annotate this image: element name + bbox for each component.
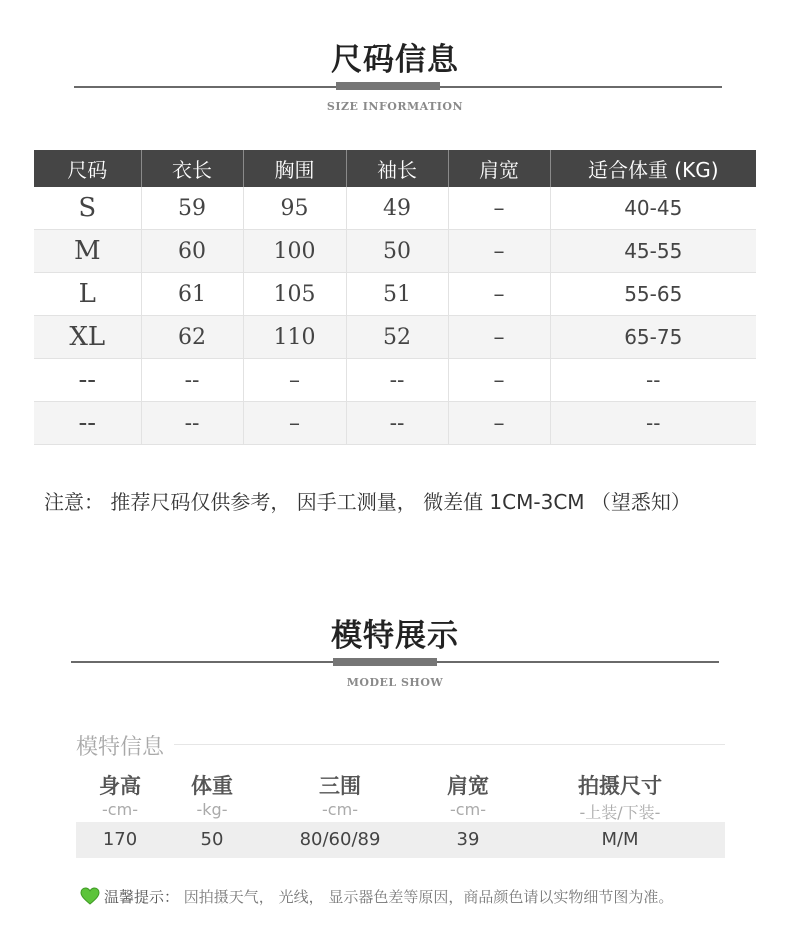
header-shoulder: 肩宽 <box>448 150 550 187</box>
table-cell: M <box>34 230 141 273</box>
model-label-measurements: 三围 <box>319 774 361 798</box>
table-cell: – <box>243 402 346 445</box>
size-note: 注意： 推荐尺码仅供参考， 因手工测量， 微差值 1CM-3CM （望悉知） <box>44 490 691 514</box>
table-row <box>34 316 756 359</box>
table-cell: 65-75 <box>550 316 756 359</box>
size-section-subtitle: SIZE INFORMATION <box>326 100 464 113</box>
table-cell: – <box>448 402 550 445</box>
model-label-weight: 体重 <box>191 774 233 798</box>
size-title-accent-bar <box>336 82 440 90</box>
table-cell: 55-65 <box>550 273 756 316</box>
table-cell: 49 <box>346 187 448 230</box>
table-cell: -- <box>141 402 243 445</box>
table-cell: 40-45 <box>550 187 756 230</box>
table-cell: L <box>34 273 141 316</box>
table-cell: 59 <box>141 187 243 230</box>
table-cell: – <box>243 359 346 402</box>
table-cell: 61 <box>141 273 243 316</box>
model-unit-shot-size: -上装/下装- <box>579 803 661 822</box>
table-cell: -- <box>346 402 448 445</box>
tip-line <box>80 886 673 909</box>
model-value-shot-size: M/M <box>601 829 639 850</box>
table-cell: – <box>448 359 550 402</box>
table-cell: XL <box>34 316 141 359</box>
tip-text: 因拍摄天气， 光线， 显示器色差等原因，商品颜色请以实物细节图为准。 <box>183 888 674 906</box>
header-weight: 适合体重 (KG) <box>550 150 756 187</box>
model-unit-measurements: -cm- <box>322 800 358 819</box>
table-cell: 50 <box>346 230 448 273</box>
table-cell: – <box>448 316 550 359</box>
model-label-height: 身高 <box>99 774 141 798</box>
table-cell: 60 <box>141 230 243 273</box>
model-section-subtitle: MODEL SHOW <box>346 676 444 689</box>
table-cell: – <box>448 230 550 273</box>
table-row <box>34 187 756 230</box>
table-cell: 100 <box>243 230 346 273</box>
model-unit-weight: -kg- <box>196 800 228 819</box>
model-info-divider <box>174 744 725 745</box>
table-cell: 95 <box>243 187 346 230</box>
table-cell: -- <box>550 359 756 402</box>
model-value-height: 170 <box>102 829 138 850</box>
table-cell: 51 <box>346 273 448 316</box>
model-label-shot-size: 拍摄尺寸 <box>578 774 662 798</box>
model-section-title: 模特展示 <box>331 618 459 654</box>
size-table <box>34 150 756 445</box>
table-cell: 62 <box>141 316 243 359</box>
model-unit-shoulder: -cm- <box>450 800 486 819</box>
table-cell: S <box>34 187 141 230</box>
tip-label: 温馨提示： <box>104 888 180 906</box>
table-cell: -- <box>550 402 756 445</box>
table-cell: -- <box>346 359 448 402</box>
table-cell: -- <box>34 402 141 445</box>
table-row <box>34 359 756 402</box>
table-cell: – <box>448 187 550 230</box>
table-cell: -- <box>141 359 243 402</box>
size-table-header-row <box>34 150 756 187</box>
table-cell: -- <box>34 359 141 402</box>
model-label-shoulder: 肩宽 <box>447 774 489 798</box>
table-cell: 52 <box>346 316 448 359</box>
table-cell: 110 <box>243 316 346 359</box>
table-cell: 45-55 <box>550 230 756 273</box>
header-size: 尺码 <box>34 150 141 187</box>
size-section-title: 尺码信息 <box>331 42 459 78</box>
table-row <box>34 402 756 445</box>
model-value-weight: 50 <box>200 829 224 850</box>
model-value-shoulder: 39 <box>456 829 480 850</box>
green-heart-icon <box>80 887 100 909</box>
table-row <box>34 273 756 316</box>
model-title-accent-bar <box>333 658 437 666</box>
table-cell: – <box>448 273 550 316</box>
model-value-measurements: 80/60/89 <box>299 829 381 850</box>
model-unit-height: -cm- <box>102 800 138 819</box>
header-chest: 胸围 <box>243 150 346 187</box>
model-info-heading: 模特信息 <box>76 735 165 760</box>
header-length: 衣长 <box>141 150 243 187</box>
table-row <box>34 230 756 273</box>
table-cell: 105 <box>243 273 346 316</box>
header-sleeve: 袖长 <box>346 150 448 187</box>
